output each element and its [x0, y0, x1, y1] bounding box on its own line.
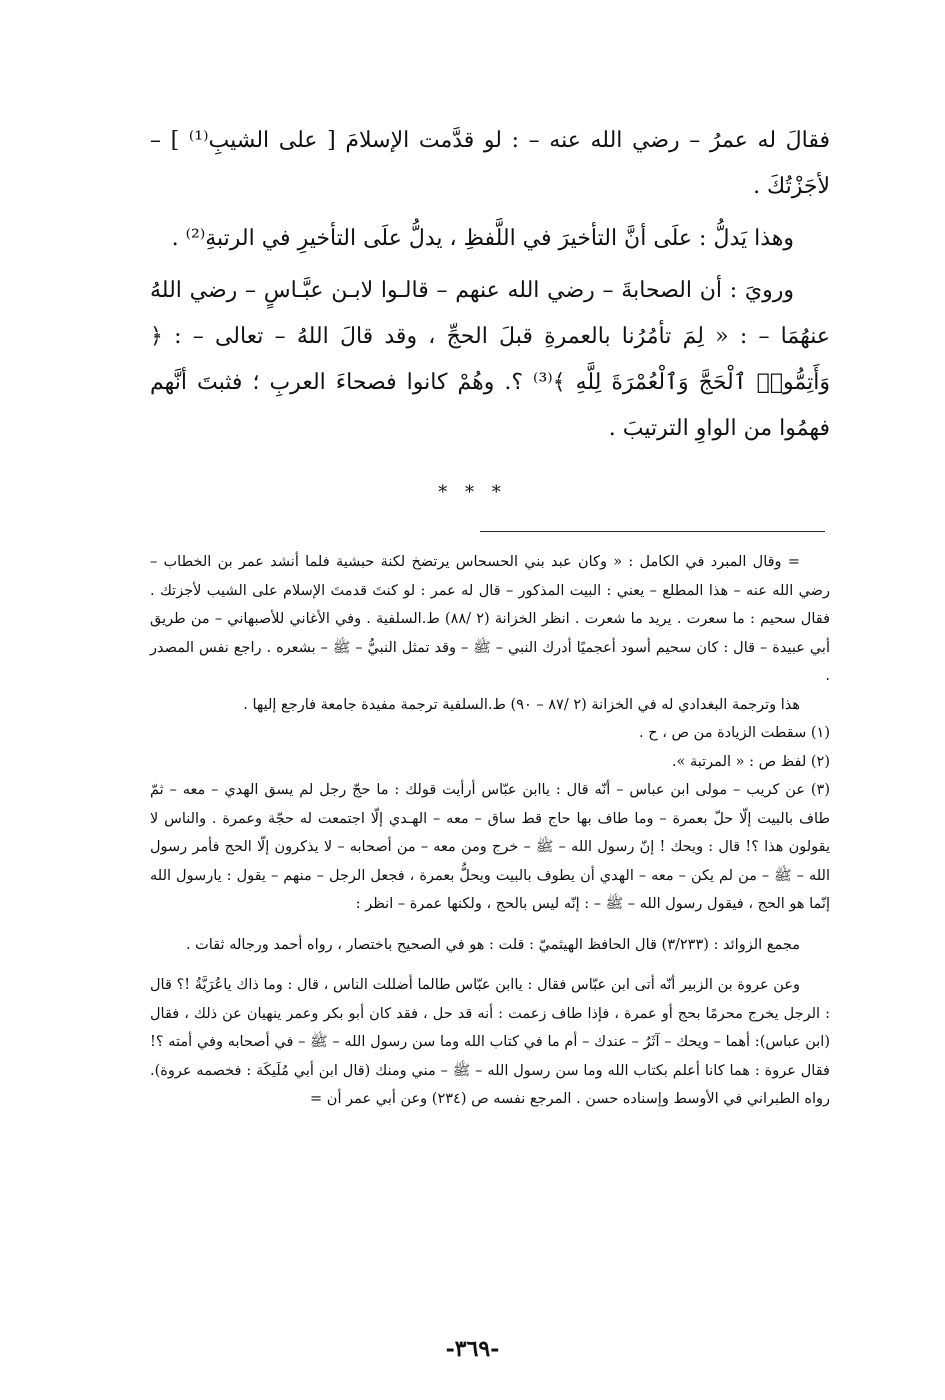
main-paragraph-3: ورويَ : أن الصحابةَ – رضي الله عنهم – قالـوا لابـن عبَّـاسٍ – رضي اللهُ عنهُمَا – : « لِمَ تأمُرُنا بالعمرةِ قبلَ الحجِّ ، وقد قالَ اللهُ – تعالى – : ﴿ وَأَتِمُّوا۟ ٱلْحَجَّ وَٱلْعُمْرَةَ لِلَّهِ ﴾⁽³⁾ ؟. وهُمْ كانوا فصحاءَ العربِ ؛ فثبتَ أنَّهم فهمُوا من الواوِ الترتيبَ .: [150, 278, 830, 441]
section-separator: * * *: [438, 482, 507, 503]
footnotes: [150, 548, 830, 1114]
footnote-3-source: مجمع الزوائد : (٣/٢٣٣) قال الحافظ الهيثميّ : قلت : هو في الصحيح باختصار ، رواه أحمد ورجاله ثقات .: [185, 936, 800, 953]
main-paragraph-1: فقالَ له عمرُ – رضي الله عنه – : لو قدَّمت الإسلامَ [ على الشيبِ⁽¹⁾ ] – لأجَزْتُكَ .: [150, 128, 830, 199]
footnote-continuation: = وقال المبرد في الكامل : « وكان عبد بني الحسحاس يرتضخ لكنة حبشية فلما أنشد عمر بن الخطاب – رضي الله عنه – هذا المطلع – يعني : البيت المذكور – قال له عمر : لو كنتَ قدمتَ الإسلام على الشيب لأجزتك . فقال سحيم : ما سعرت . يريد ما شعرت . انظر الخزانة (٢ /٨٨) ط.السلفية . وفي الأغاني للأصبهاني – من طريق أبي عبيدة – قال : كان سحيم أسود أعجميًا أدرك النبي – ﷺ – وقد تمثل النبيُّ – ﷺ – بشعره . راجع نفس المصدر .: [150, 554, 831, 684]
footnote-2: (٢) لفظ ص : « المرتبة ».: [671, 753, 830, 770]
footnote-1: (١) سقطت الزيادة من ص ، ح .: [639, 725, 830, 741]
page-number: -٣٦٩-: [445, 1336, 500, 1362]
footnote-3: (٣) عن كريب – مولى ابن عباس – أنّه قال : ياابن عبّاس أرأيت قولك : ما حجّ رجل لم يسق الهدي – معه – ثمّ طاف بالبيت إلّا حلّ بعمرة – وما طاف بها حاج قط ساق – معه – الهـدي إلّا اجتمعت له حجّة وعمرة . والناس لا يقولون هذا ؟! قال : ويحك ! إنّ رسول الله – ﷺ – خرج ومن معه – من أصحابه – لا يذكرون إلّا الحج فأمر رسول الله – ﷺ – من لم يكن – معه – الهدي أن يطوف بالبيت ويحلُّ بعمرة ، فجعل الرجل – منهم – يقول : يارسول الله إنّما هو الحج ، فيقول رسول الله – ﷺ – : إنّه ليس بالحج ، ولكنها عمرة – انظر :: [150, 782, 830, 912]
main-text: [150, 118, 830, 458]
footnote-3-additional: وعن عروة بن الزبير أنّه أتى ابن عبّاس فقال : ياابن عبّاس طالما أضللت الناس ، قال : وما ذاك ياعُرَيَّةُ !؟ قال : الرجل يخرج محرمًا بحج أو عمرة ، فإذا طاف زعمت : أنه قد حل ، فقد كان أبو بكر وعمر ينهيان عن ذلك ، فقال (ابن عباس): أهما – ويحك – آثَرُ – عندك – أم ما في كتاب الله وما سن رسول الله – ﷺ – في أصحابه وفي أمته ؟! فقال عروة : هما كانا أعلم بكتاب الله وما سن رسول الله – ﷺ – مني ومنك (قال ابن أبي مُلَيكَة : فخصمه عروة). رواه الطبراني في الأوسط وإسناده حسن . المرجع نفسه ص (٢٣٤) وعن أبي عمر أن =: [150, 977, 830, 1107]
main-paragraph-2: وهذا يَدلُّ : علَى أنَّ التأخيرَ في اللَّفظِ ، يدلُّ علَى التأخيرِ في الرتبةِ⁽²⁾ .: [171, 226, 794, 251]
footnote-rule: [480, 531, 825, 532]
footnote-remark: هذا وترجمة البغدادي له في الخزانة (٢ /٨٧ – ٩٠) ط.السلفية ترجمة مفيدة جامعة فارجع إليها .: [243, 696, 800, 713]
